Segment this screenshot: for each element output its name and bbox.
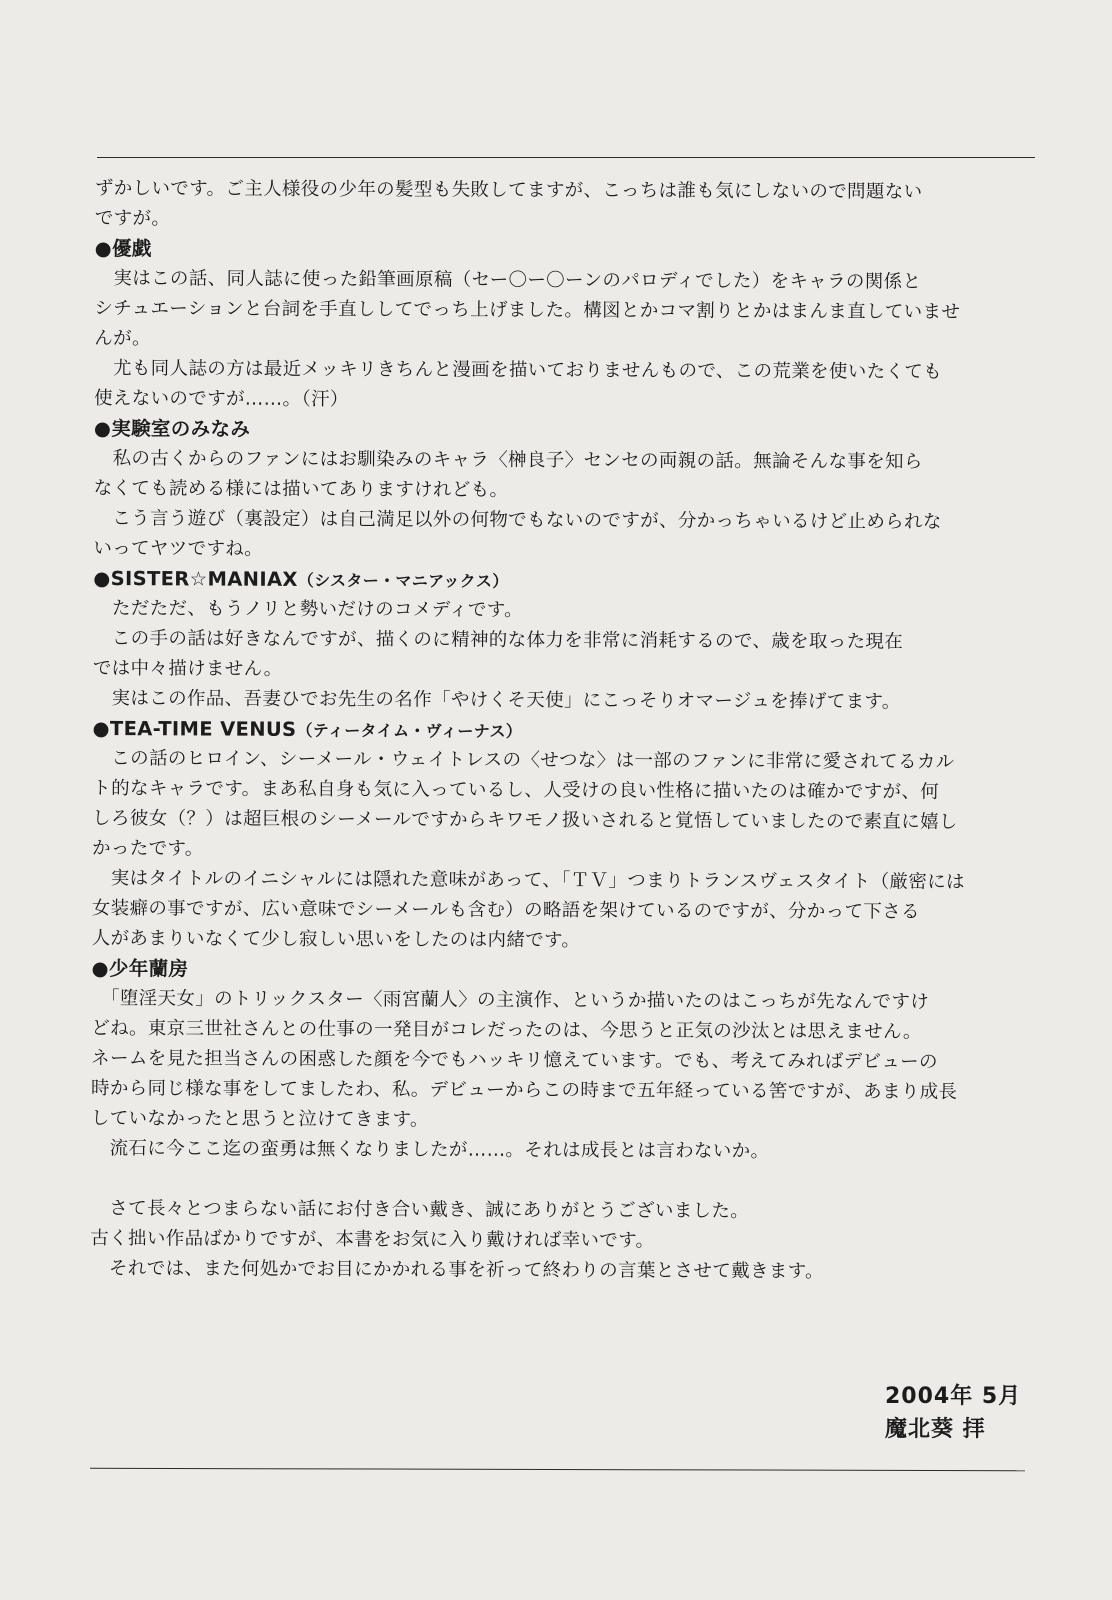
text-line: かったです。	[92, 837, 204, 860]
section-title: ●実験室のみなみ	[93, 416, 251, 441]
text-line: この話のヒロイン、シーメール・ウェイトレスの〈せつな〉は一部のファンに非常に愛されてるカル	[92, 747, 955, 773]
text-line: こう言う遊び（裏設定）は自己満足以外の何物でもないのですが、分かっちゃいるけど止められな	[93, 507, 942, 533]
text-line: ネームを見た担当さんの困惑した顔を今でもハッキリ憶えています。でも、考えてみればデビューの	[91, 1047, 938, 1073]
section-title: ●SISTER☆MANIAX	[93, 566, 298, 591]
text-line: では中々描けません。	[92, 657, 283, 680]
section-heading	[94, 414, 1034, 448]
section-heading	[93, 714, 1033, 748]
section-heading	[93, 564, 1033, 598]
section-title: ●優戯	[94, 236, 152, 261]
text-line: 尤も同人誌の方は最近メッキリきちんと漫画を描いておりませんもので、この荒業を使いたくても	[94, 357, 943, 383]
text-line: シチュエーションと台詞を手直ししてでっち上げました。構図とかコマ割りとかはまんま直していませ	[94, 297, 961, 323]
text-line: どね。東京三世社さんとの仕事の一発目がコレだったのは、今思うと正気の沙汰とは思えません。	[91, 1017, 922, 1043]
text-line: 実はこの作品、吾妻ひでお先生の名作「やけくそ天使」にこっそりオマージュを捧げてます。	[92, 687, 901, 713]
text-line: しろ彼女（？）は超巨根のシーメールですからキワモノ扱いされると覚悟していましたので素直に嬉し	[92, 807, 958, 833]
section-title: ●TEA-TIME VENUS	[92, 716, 297, 741]
paragraph-spacer	[91, 1164, 1031, 1198]
bottom-rule	[90, 1468, 1025, 1471]
text-line: 流石に今ここ迄の蛮勇は無くなりましたが……。それは成長とは言わないか。	[90, 1137, 770, 1162]
section-heading	[95, 234, 1035, 268]
closing-line: それでは、また何処かでお目にかかれる事を祈って終わりの言葉とさせて戴きます。	[90, 1257, 824, 1283]
top-rule	[97, 157, 1035, 158]
text-line: 時から同じ様な事をしてましたわ、私。デビューからこの時まで五年経っている筈ですが、あまり成長	[90, 1077, 958, 1103]
text-line: 使えないのですが……。（汗）	[93, 387, 349, 411]
text-line: ト的なキャラです。まあ私自身も気に入っているし、人受けの良い性格に描いたのは確かですが、何	[92, 777, 940, 803]
section-subtitle: （シスター・マニアックス）	[297, 570, 509, 591]
text-line: 人があまりいなくて少し寂しい思いをしたのは内緒です。	[91, 927, 581, 952]
text-line: いってヤツですね。	[93, 537, 264, 560]
text-line: ただただ、もうノリと勢いだけのコメディです。	[93, 597, 524, 621]
text-line: ずかしいです。ご主人様役の少年の髪型も失敗してますが、こっちは誰も気にしないので問題ない	[94, 177, 923, 203]
text-line: 私の古くからのファンにはお馴染みのキャラ〈榊良子〉センセの両親の話。無論そんな事を知ら	[93, 447, 923, 473]
text-line: ですが。	[94, 207, 171, 230]
closing-line: さて長々とつまらない話にお付き合い戴き、誠にありがとうございました。	[90, 1197, 750, 1222]
section-title: ●少年蘭房	[91, 956, 189, 981]
signature-block	[885, 1380, 1021, 1446]
text-line: んが。	[94, 327, 151, 350]
text-line: 実はタイトルのイニシャルには隠れた意味があって、「ＴＶ」つまりトランスヴェスタイト（厳密には	[91, 867, 965, 893]
signature-author: 魔北葵 拝	[885, 1417, 986, 1442]
section-heading	[91, 954, 1031, 988]
text-line: 「堕淫天女」のトリックスター〈雨宮蘭人〉の主演作、というか描いたのはこっちが先なんですけ	[91, 987, 930, 1013]
text-line: 女装癖の事ですが、広い意味でシーメールも含む）の略語を架けているのですが、分かって下さる	[91, 897, 920, 923]
text-line: なくても読める様には描いてありますけれども。	[93, 477, 509, 501]
section-subtitle: （ティータイム・ヴィーナス）	[296, 720, 523, 741]
closing-line: 古く拙い作品ばかりですが、本書をお気に入り戴ければ幸いです。	[90, 1227, 655, 1252]
afterword-body	[90, 174, 1035, 1288]
text-line: 実はこの話、同人誌に使った鉛筆画原稿（セー〇ー〇ーンのパロディでした）をキャラの関係と	[94, 267, 922, 293]
signature-date: 2004年 5月	[885, 1384, 1022, 1409]
text-line: この手の話は好きなんですが、描くのに精神的な体力を非常に消耗するので、歳を取った現在	[92, 627, 904, 653]
text-line: していなかったと思うと泣けてきます。	[90, 1107, 429, 1131]
